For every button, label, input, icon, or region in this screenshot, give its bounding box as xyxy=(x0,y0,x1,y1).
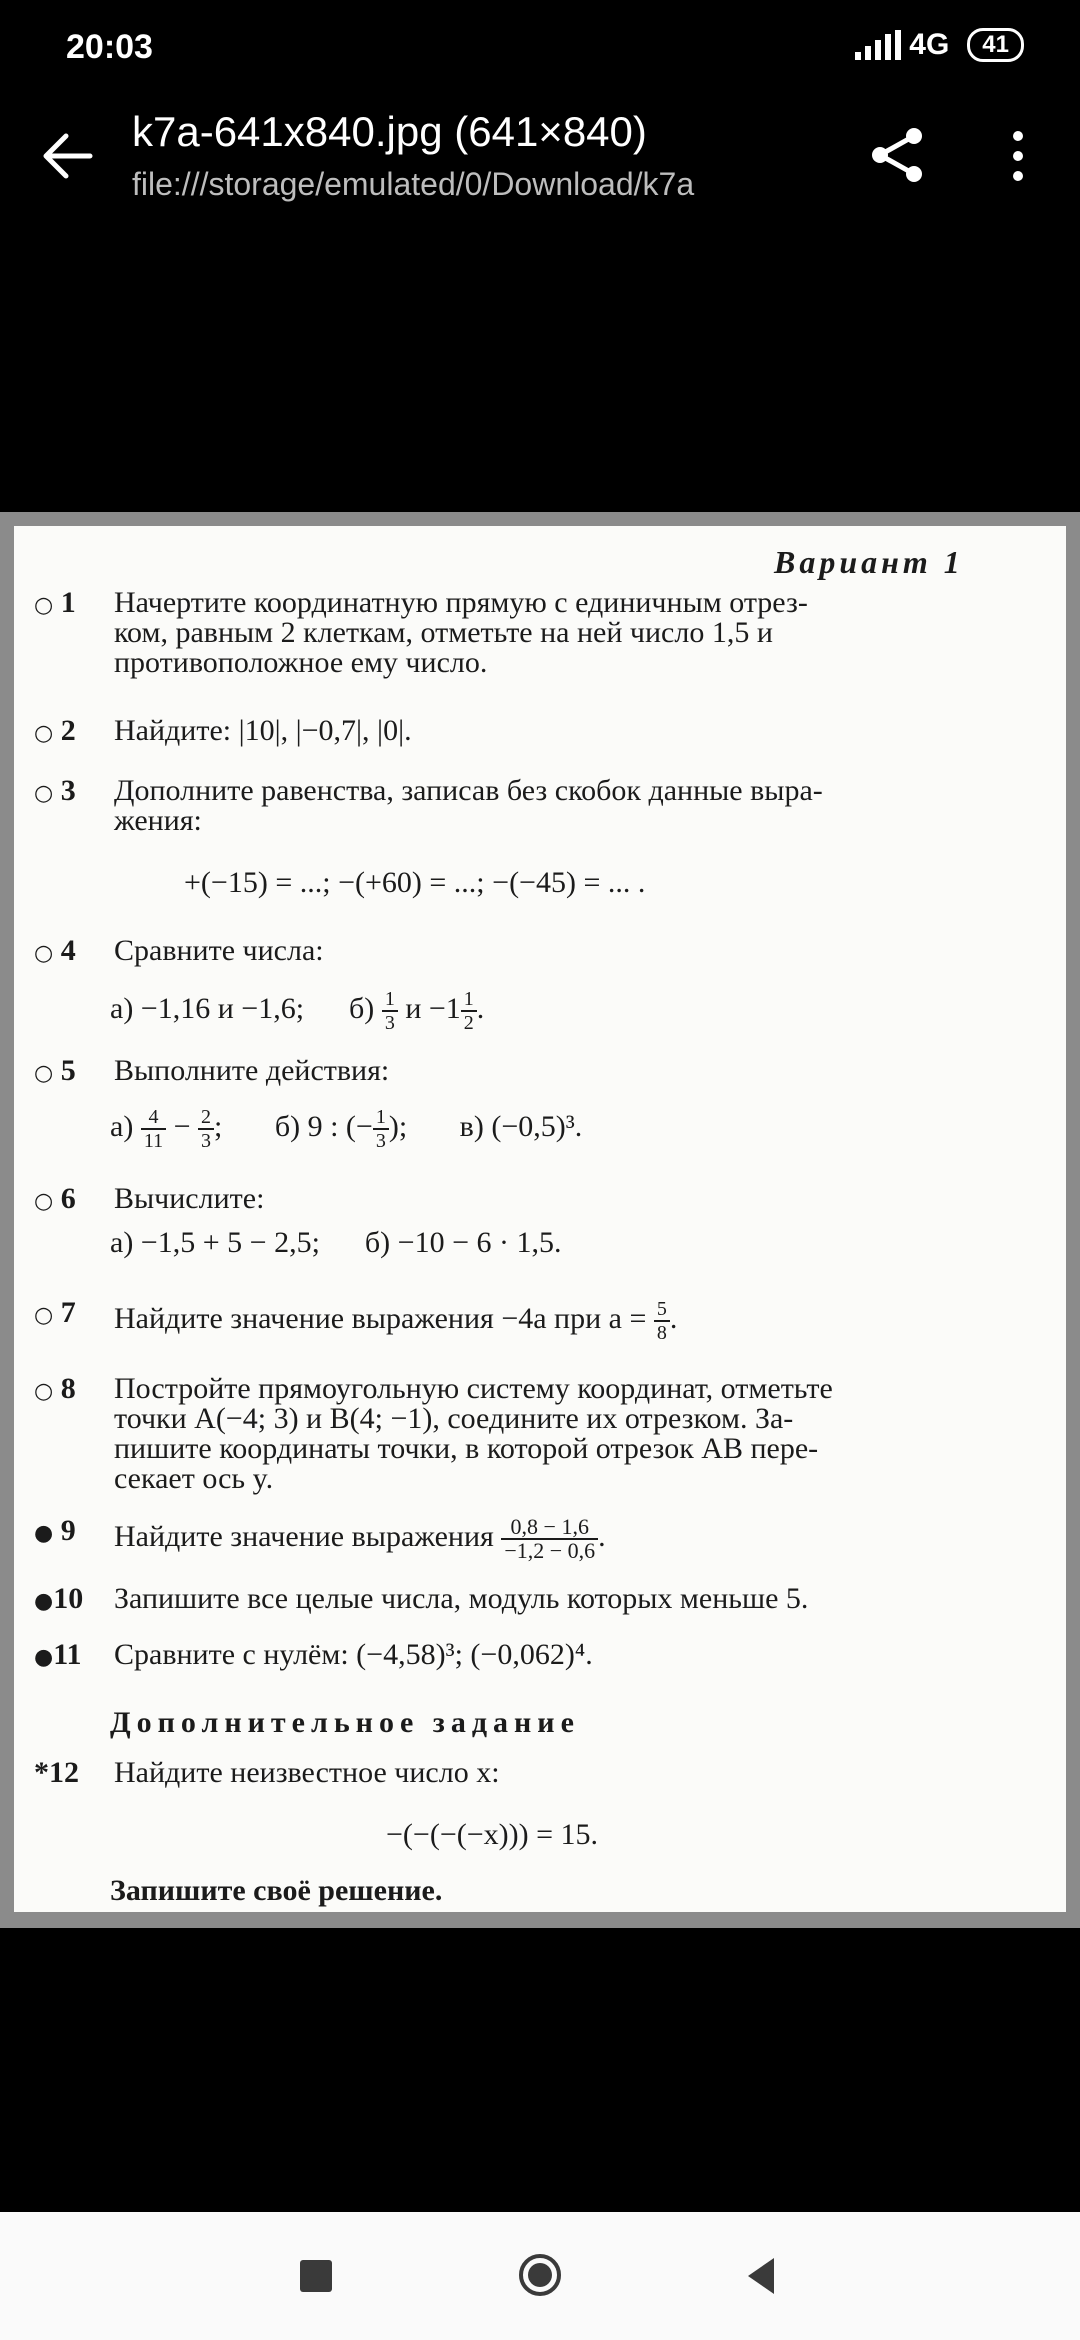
task-5-parts: а) $\frac{4}{11}$ − $\frac{2}{3}$ ; б) 9 : (− $\frac{1}{3}$ ); в) (−0,5)³. xyxy=(110,1106,583,1152)
status-bar xyxy=(0,0,1080,96)
network-type: 4G xyxy=(909,28,950,61)
extra-task-heading: Дополнительное задание xyxy=(110,1706,580,1739)
task-4: ○ 4 Сравните числа: xyxy=(34,934,324,967)
more-options-icon[interactable] xyxy=(1000,126,1036,186)
file-path: file:///storage/emulated/0/Download/k7a xyxy=(132,166,695,202)
battery-icon: 41 xyxy=(967,28,1024,62)
nav-back-icon[interactable] xyxy=(744,2256,778,2296)
fraction-1-3: $\frac{1}{3}$ xyxy=(382,988,398,1034)
task-6-parts: а) −1,5 + 5 − 2,5; б) −10 − 6 · 1,5. xyxy=(110,1226,562,1259)
task-10: ●10 Запишите все целые числа, модуль которых меньше 5. xyxy=(34,1582,809,1615)
navigation-bar xyxy=(0,2212,1080,2340)
back-arrow-icon[interactable] xyxy=(40,128,96,184)
task-11: ●11 Сравните с нулём: (−4,58)³; (−0,062)⁴. xyxy=(34,1638,593,1671)
task-12-tail: Запишите своё решение. xyxy=(110,1874,443,1907)
clock: 20:03 xyxy=(66,28,153,66)
task-4-parts: а) −1,16 и −1,6; б) $\frac{1}{3}$ и −1 $\frac{1}{2}$ . xyxy=(110,988,485,1034)
recents-icon[interactable] xyxy=(300,2260,332,2292)
file-title: k7a-641x840.jpg (641×840) xyxy=(132,108,647,155)
task-3: ○ 3 Дополните равенства, записав без скобок данные выра- жения: xyxy=(34,774,823,837)
task-8: ○ 8 Постройте прямоугольную систему координат, отметьте точки A(−4; 3) и B(4; −1), соедините их отрезком. За- пишите координаты точки, в которой отрезок AB пере- секает ось y. xyxy=(34,1372,833,1495)
fraction-1-2: $\frac{1}{2}$ xyxy=(461,988,477,1034)
share-icon[interactable] xyxy=(866,124,928,186)
signal-icon xyxy=(855,30,901,60)
task-1: ○ 1 Начертите координатную прямую с единичным отрез- ком, равным 2 клеткам, отметьте на ней число 1,5 и противоположное ему число. xyxy=(34,586,808,679)
home-icon[interactable] xyxy=(517,2252,563,2298)
task-12-formula: −(−(−(−x))) = 15. xyxy=(386,1818,599,1851)
task-7: ○ 7 Найдите значение выражения −4a при a = $\frac{5}{8}$ . xyxy=(34,1296,678,1344)
app-bar xyxy=(0,96,1080,236)
status-icons xyxy=(855,28,1024,62)
task-12: *12 Найдите неизвестное число x: xyxy=(34,1756,500,1789)
task-2-row: ○ 2 Найдите: |10|, |−0,7|, |0|. xyxy=(34,714,412,747)
variant-heading: Вариант 1 xyxy=(774,544,964,580)
image-viewer[interactable] xyxy=(0,512,1080,1928)
task-6: ○ 6 Вычислите: xyxy=(34,1182,265,1215)
task-3-formula: +(−15) = ...; −(+60) = ...; −(−45) = ... . xyxy=(184,866,646,899)
task-9: ● 9 Найдите значение выражения $\frac{0,8 - 1,6}{-1,2 - 0,6}$ . xyxy=(34,1514,606,1563)
worksheet-image[interactable] xyxy=(14,526,1066,1912)
task-5: ○ 5 Выполните действия: xyxy=(34,1054,390,1087)
